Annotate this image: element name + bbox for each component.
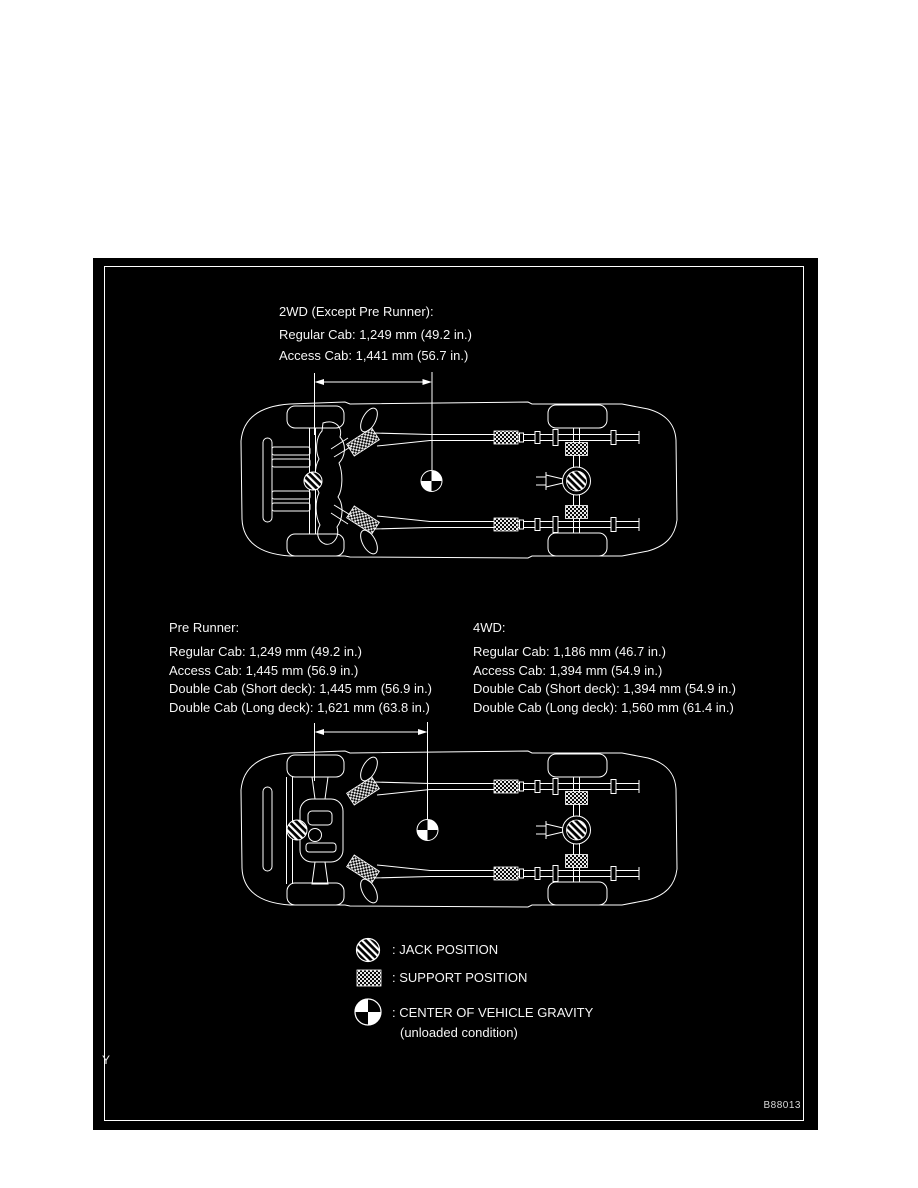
legend-cg-note: (unloaded condition) — [400, 1025, 518, 1040]
heading-prerunner: Pre Runner: — [169, 620, 240, 635]
figure-panel — [93, 258, 818, 1130]
support-position-icon — [357, 970, 381, 986]
dimension-line: Regular Cab: 1,249 mm (49.2 in.) — [279, 327, 472, 342]
legend-jack-label: : JACK POSITION — [392, 942, 499, 957]
dimensions-prerunner-block — [169, 618, 432, 717]
jack-position-front-icon — [304, 472, 322, 490]
dimension-line: Regular Cab: 1,249 mm (49.2 in.) — [169, 644, 362, 659]
heading-4wd: 4WD: — [473, 620, 506, 635]
jack-position-icon — [357, 939, 380, 962]
dimension-line: Access Cab: 1,441 mm (56.7 in.) — [279, 348, 469, 363]
dimension-line: Access Cab: 1,445 mm (56.9 in.) — [169, 662, 359, 678]
dimension-line: Regular Cab: 1,186 mm (46.7 in.) — [473, 644, 666, 659]
dimensions-2wd-block — [279, 302, 472, 366]
center-of-gravity-top-icon — [421, 471, 442, 492]
bottom-vehicle-diagram — [241, 722, 677, 907]
center-of-gravity-icon — [355, 999, 381, 1025]
front-2wd-assembly — [272, 422, 352, 544]
corner-label: Y — [102, 1053, 111, 1067]
front-4wd-assembly — [287, 777, 344, 884]
figure-code: B88013 — [763, 1100, 801, 1111]
dimension-line: Double Cab (Short deck): 1,445 mm (56.9 in.) — [169, 681, 433, 696]
dimension-line: Double Cab (Short deck): 1,394 mm (54.9 in.) — [473, 681, 737, 696]
legend-cg-label: : CENTER OF VEHICLE GRAVITY — [392, 1005, 594, 1020]
jack-position-front-icon — [287, 820, 307, 840]
dimension-line: Double Cab (Long deck): 1,560 mm (61.4 in.) — [473, 699, 734, 715]
dimension-line: Double Cab (Long deck): 1,621 mm (63.8 in.) — [169, 699, 430, 715]
dimension-line: Access Cab: 1,394 mm (54.9 in.) — [473, 662, 663, 678]
legend-symbols — [355, 939, 381, 1026]
heading-2wd: 2WD (Except Pre Runner): — [279, 304, 434, 319]
legend-support-label: : SUPPORT POSITION — [392, 970, 528, 985]
dimensions-4wd-block — [473, 618, 736, 717]
center-of-gravity-bottom-icon — [417, 820, 438, 841]
top-vehicle-diagram — [241, 372, 677, 558]
